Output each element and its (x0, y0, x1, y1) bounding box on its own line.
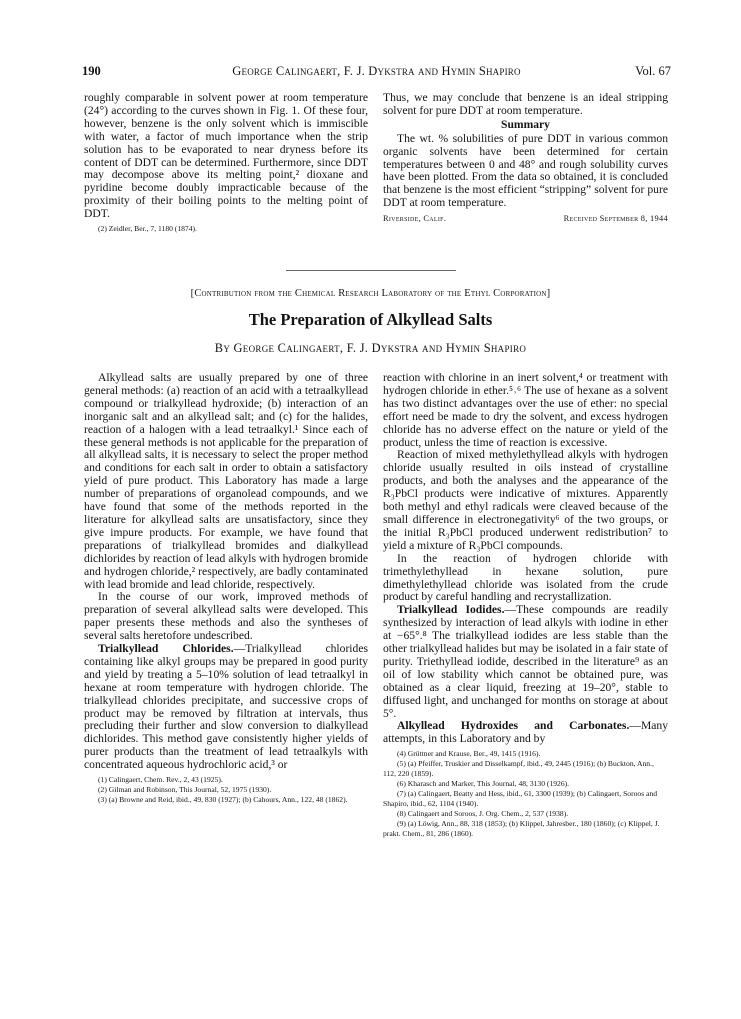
paragraph (84, 643, 368, 772)
paragraph-body: —These compounds are readily synthesized by interaction of lead alkyls with iodine in ether at −65°.⁸ The trialkyllead iodides are less stable than the other trialkyllead halides but may be isolated in a fair state of purity. Triethyllead iodide, described in the literature⁹ as an oil of low stability which cannot be obtained pure, was obtained as a clear liquid, freezing at 19–20°, stable to diffused light, and unchanged for months on storage at about 5°. (383, 603, 668, 720)
page-number: 190 (82, 64, 101, 78)
running-title: George Calingaert, F. J. Dykstra and Hymin Shapiro (232, 64, 521, 78)
signature-line (383, 213, 668, 226)
footnote: (2) Zeidler, Ber., 7, 1180 (1874). (98, 224, 197, 234)
run-in-heading: Alkyllead Hydroxides and Carbonates. (397, 719, 630, 733)
location-text: Riverside, Calif. (383, 214, 447, 224)
footnote: (7) (a) Calingaert, Beatty and Hess, ibid., 61, 3300 (1939); (b) Calingaert, Soroos and Shapiro, ibid., 62, 1104 (1940). (383, 789, 658, 809)
footnote: (8) Calingaert and Soroos, J. Org. Chem., 2, 537 (1938). (397, 809, 569, 819)
paragraph (383, 720, 668, 746)
paragraph: reaction with chlorine in an inert solvent,⁴ or treatment with hydrogen chloride in ether.⁵˒⁶ The use of hexane as a solvent has two distinct advantages over the use of ether: no special effort need be made to dry the solvent, and excess hydrogen chloride has no adverse effect on the nature or yield of the product, unless the time of reaction is excessive. (383, 371, 668, 449)
article-right-column (383, 372, 668, 839)
footnote: (5) (a) Pfeiffer, Truskier and Disselkampf, ibid., 49, 2445 (1916); (b) Buckton, Ann., 112, 220 (1859). (383, 759, 654, 779)
previous-article-left-column (84, 92, 368, 234)
footnote: (3) (a) Browne and Reid, ibid., 49, 830 (1927); (b) Cahours, Ann., 122, 48 (1862). (98, 795, 348, 805)
paragraph-body: —Many attempts, in this Laboratory and by (383, 719, 668, 746)
paragraph-body: —Trialkyllead chlorides containing like alkyl groups may be prepared in good purity and yield by treating a 5–10% solution of lead tetraalkyl in hexane at room temperature with hydrogen chloride. The trialkyllead chlorides precipitate, and successive crops of product may be removed by filtration at intervals, thus precluding their further and slow conversion to dialkyllead dichlorides. This method gave consistently higher yields of purer products than the treatment of lead tetraalkyls with concentrated aqueous hydrochloric acid,³ or (84, 642, 368, 772)
summary-heading: Summary (501, 117, 550, 131)
previous-article-right-column (383, 92, 668, 226)
paragraph: In the course of our work, improved methods of preparation of several alkyllead salts were developed. This paper presents these methods and also the syntheses of several salts heretofore undescribed. (84, 590, 368, 643)
paragraph: Alkyllead salts are usually prepared by one of three general methods: (a) reaction of an acid with a tetraalkyllead compound or trialkyllead hydroxide; (b) interaction of an inorganic salt and an alkyllead salt; and (c) for the halides, reaction of a halogen with a lead tetraalkyl.¹ Since each of these general methods is not applicable for the preparation of all alkyllead salts, it is necessary to select the proper method and conditions for each salt in order to obtain a satisfactory yield of pure product. This Laboratory has made a large number of preparations of organolead compounds, and we have found that some of the methods reported in the literature for alkyllead salts are unsatisfactory, since they give impure products. For example, we have found that preparations of trialkyllead bromides and dialkyllead dichlorides by reaction of lead alkyls with hydrogen bromide and hydrogen chloride,² respectively, are badly contaminated with lead bromide and lead chloride, respectively. (84, 371, 368, 591)
page-header (82, 64, 671, 82)
conclusion-text: Thus, we may conclude that benzene is an ideal stripping solvent for pure DDT at room temperature. (383, 91, 668, 117)
footnote: (9) (a) Löwig, Ann., 88, 318 (1853); (b) Klippel, Jahresber., 180 (1860); (c) Klippel, J. prakt. Chem., 81, 286 (1860). (383, 819, 660, 839)
contribution-line: [Contribution from the Chemical Research Laboratory of the Ethyl Corporation] (190, 288, 551, 299)
paragraph: In the reaction of hydrogen chloride with trimethylethyllead in hexane solution, pure dimethylethyllead chloride was isolated from the crude product by careful handling and recrystallization. (383, 551, 668, 604)
received-date: Received September 8, 1944 (563, 214, 668, 224)
previous-article-text: roughly comparable in solvent power at room temperature (24°) according to the curves shown in Fig. 1. Of these four, however, benzene is the only solvent which is immiscible with water, a factor of much importance when the strip solution has to be evaporated to near dryness before its content of DDT can be determined. Furthermore, since DDT may decompose above its melting point,² dioxane and pyridine become doubly impracticable because of the proximity of their boiling points to the melting point of DDT. (84, 91, 368, 221)
footnote: (1) Calingaert, Chem. Rev., 2, 43 (1925). (98, 775, 223, 785)
footnote: (4) Grüttner and Krause, Ber., 49, 1415 (1916). (397, 749, 541, 759)
summary-text: The wt. % solubilities of pure DDT in various common organic solvents have been determined for certain temperatures between 0 and 48° and rough solubility curves have been plotted. From the data so obtained, it is concluded that benzene is the most efficient “stripping” solvent for pure DDT at room temperature. (383, 131, 668, 210)
footnote: (2) Gilman and Robinson, This Journal, 52, 1975 (1930). (98, 785, 272, 795)
paragraph (383, 604, 668, 720)
section-divider (286, 270, 456, 271)
paragraph: Reaction of mixed methylethyllead alkyls with hydrogen chloride usually resulted in oils instead of crystalline products, and both the analyses and the appearance of the R₃PbCl products were indicative of mixtures. Apparently both methyl and ethyl radicals were cleaved because of the small difference in electronegativity⁶ of the two groups, or the initial R₃PbCl produced underwent redistribution⁷ to yield a mixture of R₃PbCl compounds. (383, 448, 668, 552)
footnotes-right (383, 749, 668, 839)
run-in-heading: Trialkyllead Chlorides. (98, 642, 234, 656)
run-in-heading: Trialkyllead Iodides. (397, 603, 505, 617)
footnote: (6) Kharasch and Marker, This Journal, 48, 3130 (1926). (397, 779, 570, 789)
article-left-column (84, 372, 368, 805)
article-byline: By George Calingaert, F. J. Dykstra and Hymin Shapiro (214, 341, 527, 355)
volume-label: Vol. 67 (635, 64, 671, 78)
article-title: The Preparation of Alkyllead Salts (248, 310, 493, 329)
footnotes-left (84, 775, 368, 805)
